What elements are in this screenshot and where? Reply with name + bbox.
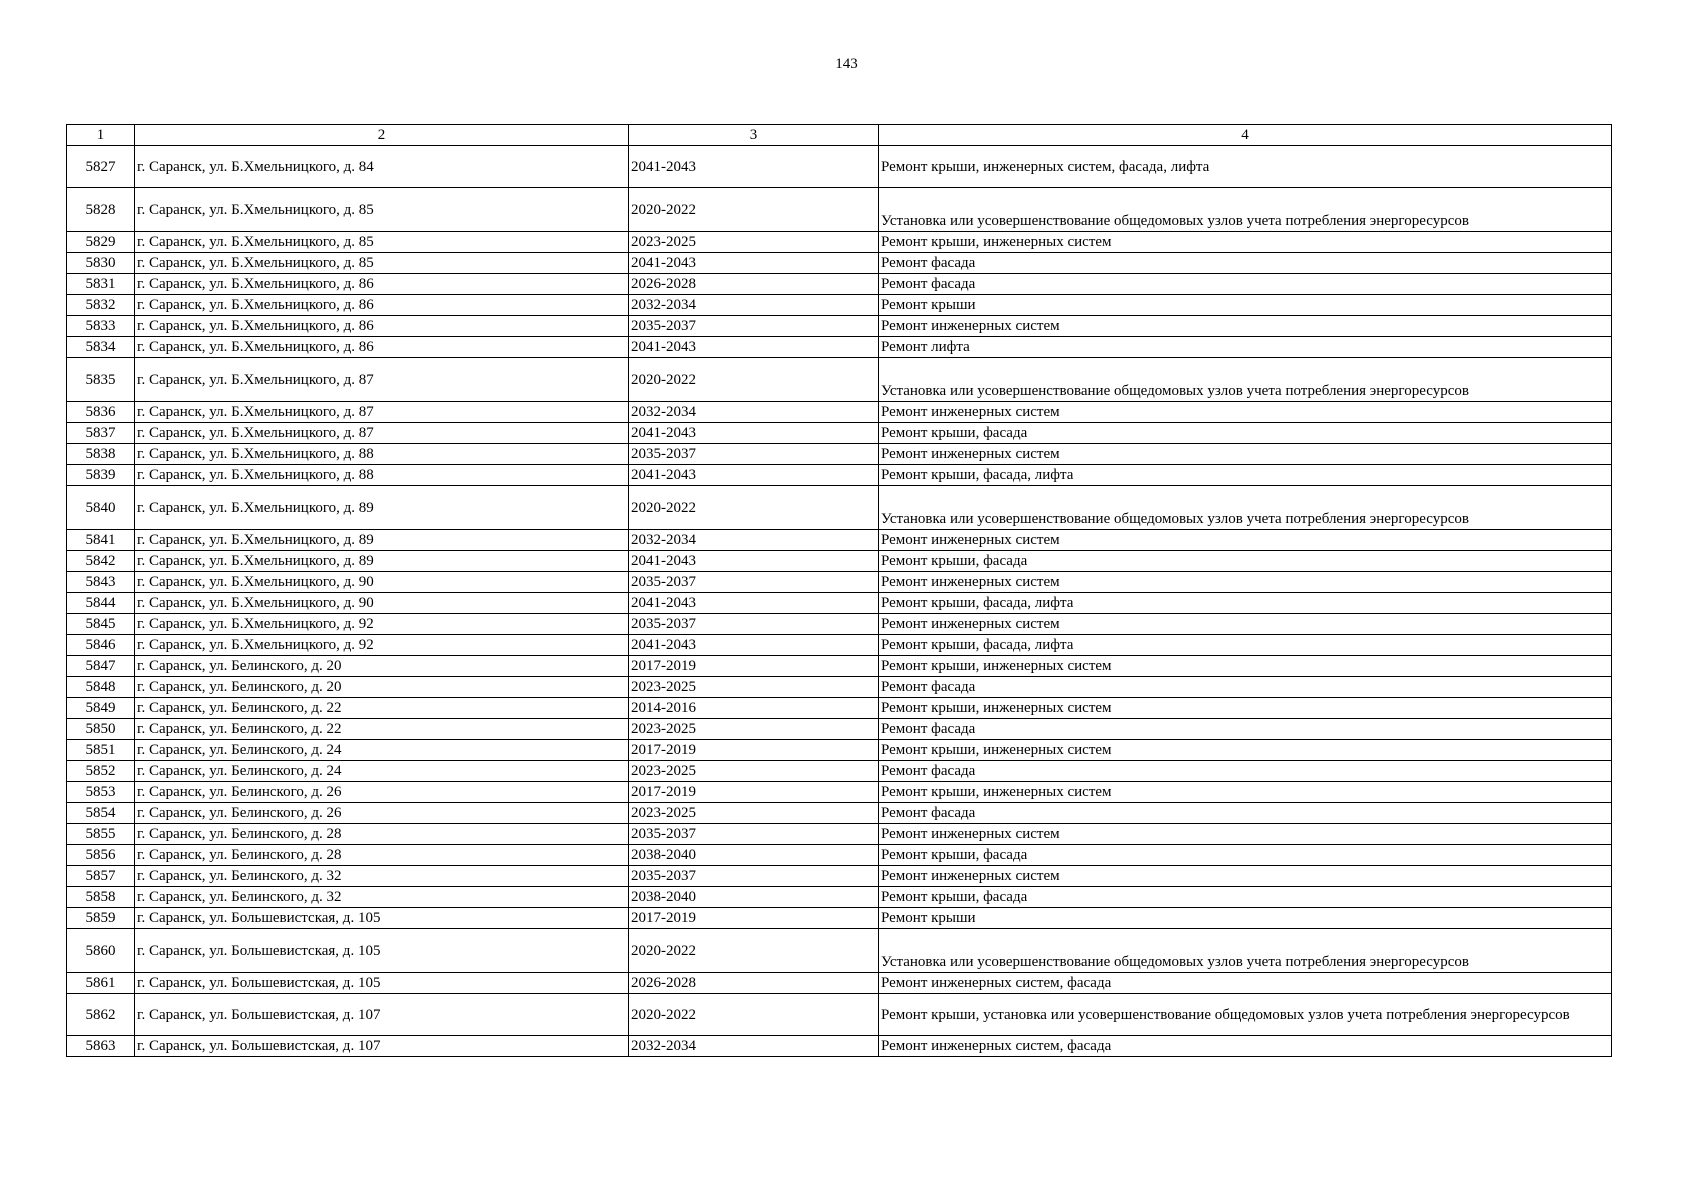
row-number-cell: 5847 [67, 656, 135, 677]
period-cell: 2041-2043 [629, 423, 879, 444]
row-number-cell: 5827 [67, 146, 135, 188]
table-row [67, 866, 1612, 887]
table-row [67, 146, 1612, 188]
row-number-cell: 5858 [67, 887, 135, 908]
work-type-cell: Ремонт крыши, инженерных систем [879, 698, 1612, 719]
period-cell: 2035-2037 [629, 866, 879, 887]
row-number-cell: 5836 [67, 402, 135, 423]
work-type-cell: Ремонт инженерных систем [879, 444, 1612, 465]
table-row [67, 614, 1612, 635]
row-number-cell: 5844 [67, 593, 135, 614]
work-type-cell: Ремонт инженерных систем, фасада [879, 1036, 1612, 1057]
row-number-cell: 5846 [67, 635, 135, 656]
work-type-cell: Ремонт фасада [879, 253, 1612, 274]
period-cell: 2041-2043 [629, 253, 879, 274]
address-cell: г. Саранск, ул. Б.Хмельницкого, д. 87 [135, 402, 629, 423]
address-cell: г. Саранск, ул. Белинского, д. 24 [135, 740, 629, 761]
row-number-cell: 5856 [67, 845, 135, 866]
table-row [67, 973, 1612, 994]
table-row [67, 572, 1612, 593]
table-row [67, 316, 1612, 337]
table-row [67, 908, 1612, 929]
period-cell: 2032-2034 [629, 295, 879, 316]
table-row [67, 358, 1612, 402]
row-number-cell: 5843 [67, 572, 135, 593]
address-cell: г. Саранск, ул. Белинского, д. 28 [135, 845, 629, 866]
table-row [67, 698, 1612, 719]
work-type-cell: Ремонт фасада [879, 803, 1612, 824]
table-row [67, 402, 1612, 423]
row-number-cell: 5853 [67, 782, 135, 803]
address-cell: г. Саранск, ул. Белинского, д. 24 [135, 761, 629, 782]
address-cell: г. Саранск, ул. Б.Хмельницкого, д. 85 [135, 232, 629, 253]
table-row [67, 295, 1612, 316]
address-cell: г. Саранск, ул. Белинского, д. 26 [135, 803, 629, 824]
period-cell: 2026-2028 [629, 973, 879, 994]
table-row [67, 782, 1612, 803]
period-cell: 2026-2028 [629, 274, 879, 295]
row-number-cell: 5833 [67, 316, 135, 337]
work-type-cell: Ремонт инженерных систем [879, 824, 1612, 845]
table-row [67, 929, 1612, 973]
table-row [67, 656, 1612, 677]
row-number-cell: 5832 [67, 295, 135, 316]
address-cell: г. Саранск, ул. Б.Хмельницкого, д. 90 [135, 572, 629, 593]
row-number-cell: 5851 [67, 740, 135, 761]
row-number-cell: 5848 [67, 677, 135, 698]
row-number-cell: 5834 [67, 337, 135, 358]
period-cell: 2023-2025 [629, 803, 879, 824]
work-type-cell: Ремонт крыши, фасада [879, 551, 1612, 572]
row-number-cell: 5839 [67, 465, 135, 486]
table-row [67, 761, 1612, 782]
period-cell: 2020-2022 [629, 929, 879, 973]
work-type-cell: Ремонт фасада [879, 274, 1612, 295]
period-cell: 2035-2037 [629, 444, 879, 465]
repair-schedule-table [66, 124, 1612, 1057]
period-cell: 2038-2040 [629, 887, 879, 908]
address-cell: г. Саранск, ул. Б.Хмельницкого, д. 89 [135, 486, 629, 530]
address-cell: г. Саранск, ул. Белинского, д. 32 [135, 866, 629, 887]
period-cell: 2032-2034 [629, 1036, 879, 1057]
period-cell: 2017-2019 [629, 656, 879, 677]
work-type-cell: Ремонт крыши, фасада, лифта [879, 465, 1612, 486]
period-cell: 2023-2025 [629, 232, 879, 253]
row-number-cell: 5835 [67, 358, 135, 402]
row-number-cell: 5855 [67, 824, 135, 845]
period-cell: 2035-2037 [629, 614, 879, 635]
row-number-cell: 5842 [67, 551, 135, 572]
work-type-cell: Ремонт крыши [879, 908, 1612, 929]
work-type-cell: Ремонт фасада [879, 677, 1612, 698]
address-cell: г. Саранск, ул. Б.Хмельницкого, д. 86 [135, 337, 629, 358]
table-row [67, 593, 1612, 614]
address-cell: г. Саранск, ул. Б.Хмельницкого, д. 88 [135, 444, 629, 465]
row-number-cell: 5830 [67, 253, 135, 274]
period-cell: 2017-2019 [629, 740, 879, 761]
row-number-cell: 5837 [67, 423, 135, 444]
address-cell: г. Саранск, ул. Б.Хмельницкого, д. 90 [135, 593, 629, 614]
row-number-cell: 5857 [67, 866, 135, 887]
row-number-cell: 5828 [67, 188, 135, 232]
address-cell: г. Саранск, ул. Большевистская, д. 105 [135, 929, 629, 973]
work-type-cell: Ремонт лифта [879, 337, 1612, 358]
address-cell: г. Саранск, ул. Б.Хмельницкого, д. 92 [135, 614, 629, 635]
address-cell: г. Саранск, ул. Белинского, д. 22 [135, 719, 629, 740]
table-header-row [67, 125, 1612, 146]
table-row [67, 444, 1612, 465]
address-cell: г. Саранск, ул. Б.Хмельницкого, д. 88 [135, 465, 629, 486]
work-type-cell: Ремонт крыши, фасада, лифта [879, 593, 1612, 614]
row-number-cell: 5831 [67, 274, 135, 295]
address-cell: г. Саранск, ул. Большевистская, д. 107 [135, 1036, 629, 1057]
table-row [67, 274, 1612, 295]
work-type-cell: Ремонт крыши, фасада [879, 887, 1612, 908]
work-type-cell: Установка или усовершенствование общедомовых узлов учета потребления энергоресурсов [879, 929, 1612, 973]
table-row [67, 465, 1612, 486]
work-type-cell: Ремонт фасада [879, 719, 1612, 740]
table-row [67, 423, 1612, 444]
table-row [67, 232, 1612, 253]
table-row [67, 337, 1612, 358]
work-type-cell: Ремонт инженерных систем, фасада [879, 973, 1612, 994]
period-cell: 2020-2022 [629, 358, 879, 402]
period-cell: 2014-2016 [629, 698, 879, 719]
address-cell: г. Саранск, ул. Б.Хмельницкого, д. 89 [135, 551, 629, 572]
period-cell: 2041-2043 [629, 551, 879, 572]
table-row [67, 803, 1612, 824]
table-row [67, 1036, 1612, 1057]
address-cell: г. Саранск, ул. Белинского, д. 20 [135, 656, 629, 677]
table-row [67, 635, 1612, 656]
address-cell: г. Саранск, ул. Большевистская, д. 105 [135, 908, 629, 929]
work-type-cell: Ремонт крыши, инженерных систем [879, 782, 1612, 803]
work-type-cell: Установка или усовершенствование общедомовых узлов учета потребления энергоресурсов [879, 486, 1612, 530]
row-number-cell: 5841 [67, 530, 135, 551]
period-cell: 2023-2025 [629, 719, 879, 740]
row-number-cell: 5840 [67, 486, 135, 530]
work-type-cell: Ремонт фасада [879, 761, 1612, 782]
period-cell: 2035-2037 [629, 572, 879, 593]
column-header-3: 3 [629, 125, 879, 146]
table-row [67, 677, 1612, 698]
work-type-cell: Ремонт инженерных систем [879, 866, 1612, 887]
period-cell: 2035-2037 [629, 316, 879, 337]
column-header-4: 4 [879, 125, 1612, 146]
address-cell: г. Саранск, ул. Б.Хмельницкого, д. 86 [135, 295, 629, 316]
address-cell: г. Саранск, ул. Б.Хмельницкого, д. 85 [135, 188, 629, 232]
period-cell: 2032-2034 [629, 402, 879, 423]
period-cell: 2017-2019 [629, 782, 879, 803]
row-number-cell: 5852 [67, 761, 135, 782]
work-type-cell: Ремонт крыши, установка или усовершенствование общедомовых узлов учета потребления энергоресурсов [879, 994, 1612, 1036]
period-cell: 2020-2022 [629, 188, 879, 232]
table-row [67, 887, 1612, 908]
address-cell: г. Саранск, ул. Б.Хмельницкого, д. 86 [135, 274, 629, 295]
period-cell: 2017-2019 [629, 908, 879, 929]
work-type-cell: Ремонт крыши, инженерных систем [879, 656, 1612, 677]
work-type-cell: Ремонт крыши, инженерных систем, фасада, лифта [879, 146, 1612, 188]
table-row [67, 824, 1612, 845]
table-row [67, 188, 1612, 232]
work-type-cell: Установка или усовершенствование общедомовых узлов учета потребления энергоресурсов [879, 358, 1612, 402]
table-row [67, 253, 1612, 274]
column-header-2: 2 [135, 125, 629, 146]
table-body [67, 146, 1612, 1057]
row-number-cell: 5838 [67, 444, 135, 465]
row-number-cell: 5859 [67, 908, 135, 929]
work-type-cell: Ремонт инженерных систем [879, 402, 1612, 423]
row-number-cell: 5845 [67, 614, 135, 635]
work-type-cell: Ремонт крыши, инженерных систем [879, 232, 1612, 253]
address-cell: г. Саранск, ул. Б.Хмельницкого, д. 87 [135, 358, 629, 402]
row-number-cell: 5850 [67, 719, 135, 740]
period-cell: 2041-2043 [629, 635, 879, 656]
work-type-cell: Ремонт крыши, фасада [879, 845, 1612, 866]
period-cell: 2032-2034 [629, 530, 879, 551]
column-header-1: 1 [67, 125, 135, 146]
page-number: 143 [835, 56, 858, 72]
table-row [67, 845, 1612, 866]
work-type-cell: Ремонт инженерных систем [879, 614, 1612, 635]
table-row [67, 994, 1612, 1036]
address-cell: г. Саранск, ул. Белинского, д. 20 [135, 677, 629, 698]
address-cell: г. Саранск, ул. Б.Хмельницкого, д. 87 [135, 423, 629, 444]
row-number-cell: 5862 [67, 994, 135, 1036]
table-row [67, 551, 1612, 572]
table-row [67, 486, 1612, 530]
period-cell: 2041-2043 [629, 146, 879, 188]
work-type-cell: Ремонт инженерных систем [879, 530, 1612, 551]
work-type-cell: Ремонт инженерных систем [879, 572, 1612, 593]
work-type-cell: Ремонт крыши [879, 295, 1612, 316]
address-cell: г. Саранск, ул. Б.Хмельницкого, д. 89 [135, 530, 629, 551]
row-number-cell: 5849 [67, 698, 135, 719]
address-cell: г. Саранск, ул. Белинского, д. 28 [135, 824, 629, 845]
row-number-cell: 5863 [67, 1036, 135, 1057]
table-row [67, 740, 1612, 761]
period-cell: 2035-2037 [629, 824, 879, 845]
address-cell: г. Саранск, ул. Б.Хмельницкого, д. 85 [135, 253, 629, 274]
period-cell: 2023-2025 [629, 677, 879, 698]
work-type-cell: Ремонт крыши, фасада, лифта [879, 635, 1612, 656]
address-cell: г. Саранск, ул. Б.Хмельницкого, д. 92 [135, 635, 629, 656]
address-cell: г. Саранск, ул. Б.Хмельницкого, д. 86 [135, 316, 629, 337]
row-number-cell: 5829 [67, 232, 135, 253]
period-cell: 2041-2043 [629, 465, 879, 486]
period-cell: 2020-2022 [629, 994, 879, 1036]
table-row [67, 530, 1612, 551]
work-type-cell: Ремонт крыши, фасада [879, 423, 1612, 444]
address-cell: г. Саранск, ул. Б.Хмельницкого, д. 84 [135, 146, 629, 188]
row-number-cell: 5861 [67, 973, 135, 994]
address-cell: г. Саранск, ул. Белинского, д. 22 [135, 698, 629, 719]
period-cell: 2041-2043 [629, 593, 879, 614]
work-type-cell: Ремонт инженерных систем [879, 316, 1612, 337]
row-number-cell: 5860 [67, 929, 135, 973]
address-cell: г. Саранск, ул. Большевистская, д. 105 [135, 973, 629, 994]
table-row [67, 719, 1612, 740]
period-cell: 2038-2040 [629, 845, 879, 866]
period-cell: 2020-2022 [629, 486, 879, 530]
period-cell: 2041-2043 [629, 337, 879, 358]
row-number-cell: 5854 [67, 803, 135, 824]
work-type-cell: Ремонт крыши, инженерных систем [879, 740, 1612, 761]
work-type-cell: Установка или усовершенствование общедомовых узлов учета потребления энергоресурсов [879, 188, 1612, 232]
address-cell: г. Саранск, ул. Белинского, д. 32 [135, 887, 629, 908]
address-cell: г. Саранск, ул. Белинского, д. 26 [135, 782, 629, 803]
period-cell: 2023-2025 [629, 761, 879, 782]
address-cell: г. Саранск, ул. Большевистская, д. 107 [135, 994, 629, 1036]
